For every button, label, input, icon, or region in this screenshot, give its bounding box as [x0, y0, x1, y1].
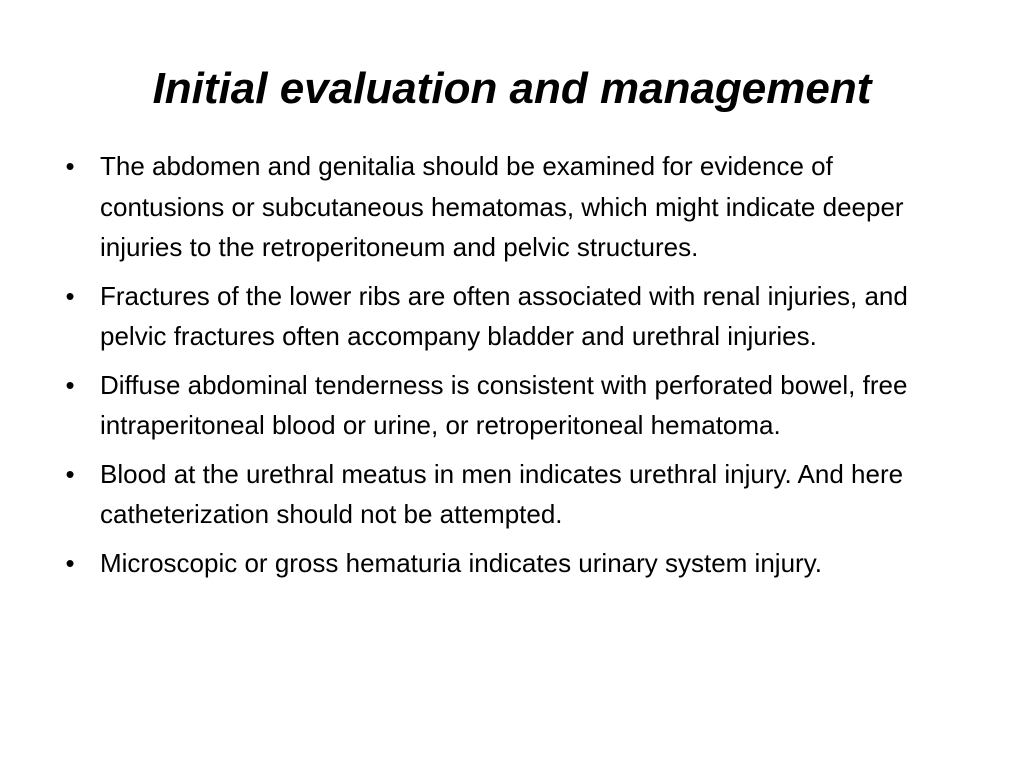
bullet-item — [60, 365, 960, 446]
bullet-item — [60, 146, 960, 268]
bullet-item — [60, 276, 960, 357]
bullet-text: Blood at the urethral meatus in men indicates urethral injury. And here catheterization should not be attempted. — [100, 458, 904, 529]
bullet-text: Diffuse abdominal tenderness is consistent with perforated bowel, free intraperitoneal blood or urine, or retroperitoneal hematoma. — [100, 369, 908, 440]
bullet-text: The abdomen and genitalia should be examined for evidence of contusions or subcutaneous hematomas, which might indicate deeper injuries to the retroperitoneum and pelvic structures. — [100, 151, 904, 262]
bullet-list — [60, 146, 960, 591]
bullet-text: Fractures of the lower ribs are often associated with renal injuries, and pelvic fractures often accompany bladder and urethral injuries. — [100, 280, 908, 351]
bullet-marker: • — [65, 458, 75, 489]
bullet-marker: • — [65, 151, 75, 181]
slide-title: Initial evaluation and management — [152, 64, 872, 113]
bullet-marker: • — [65, 547, 75, 578]
bullet-item — [60, 454, 960, 535]
bullet-marker: • — [65, 369, 75, 400]
bullet-item — [60, 543, 960, 584]
bullet-text: Microscopic or gross hematuria indicates urinary system injury. — [100, 547, 822, 578]
bullet-marker: • — [65, 280, 75, 311]
